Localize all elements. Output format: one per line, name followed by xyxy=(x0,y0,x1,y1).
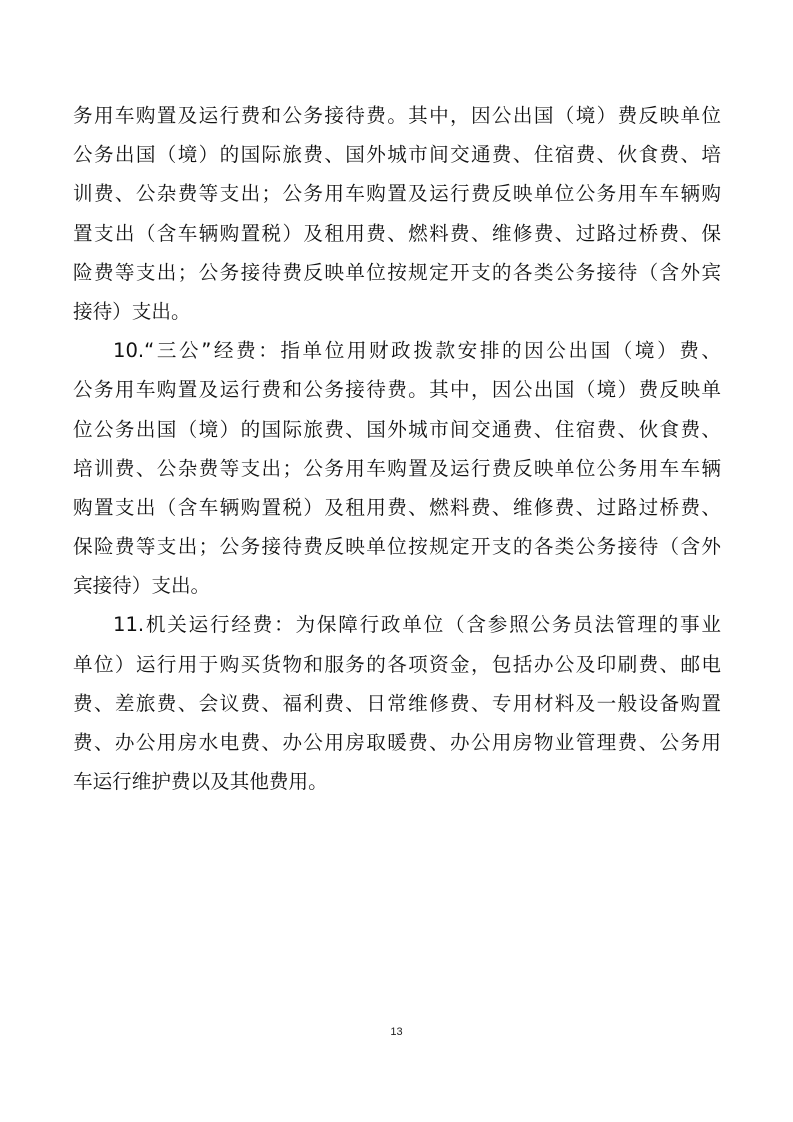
text-line: 购置支出（含车辆购置税）及租用费、燃料费、维修费、过路过桥费、 xyxy=(73,495,721,519)
text-line: 公务出国（境）的国际旅费、国外城市间交通费、住宿费、伙食费、培 xyxy=(73,143,721,167)
text-line: 车运行维护费以及其他费用。 xyxy=(73,770,328,794)
text-line: 单位）运行用于购买货物和服务的各项资金，包括办公及印刷费、邮电 xyxy=(73,652,721,676)
text-line: 位公务出国（境）的国际旅费、国外城市间交通费、住宿费、伙食费、 xyxy=(73,417,721,441)
paragraph-continuation xyxy=(73,96,721,331)
document-body xyxy=(73,96,721,801)
text-line: 10.“三公”经费：指单位用财政拨款安排的因公出国（境）费、 xyxy=(113,339,721,363)
page-number: 13 xyxy=(390,1026,403,1038)
text-line: 接待）支出。 xyxy=(73,299,191,323)
text-line: 险费等支出；公务接待费反映单位按规定开支的各类公务接待（含外宾 xyxy=(73,260,721,284)
paragraph-item-11 xyxy=(73,605,721,801)
text-line: 宾接待）支出。 xyxy=(73,574,211,598)
text-line: 训费、公杂费等支出；公务用车购置及运行费反映单位公务用车车辆购 xyxy=(73,182,721,206)
paragraph-item-10 xyxy=(73,331,721,605)
text-line: 置支出（含车辆购置税）及租用费、燃料费、维修费、过路过桥费、保 xyxy=(73,221,721,245)
text-line: 保险费等支出；公务接待费反映单位按规定开支的各类公务接待（含外 xyxy=(73,535,721,559)
text-line: 务用车购置及运行费和公务接待费。其中，因公出国（境）费反映单位 xyxy=(73,104,721,127)
text-line: 费、差旅费、会议费、福利费、日常维修费、专用材料及一般设备购置 xyxy=(73,691,721,715)
text-line: 公务用车购置及运行费和公务接待费。其中，因公出国（境）费反映单 xyxy=(73,378,721,402)
text-line: 培训费、公杂费等支出；公务用车购置及运行费反映单位公务用车车辆 xyxy=(73,456,721,480)
text-line: 11.机关运行经费：为保障行政单位（含参照公务员法管理的事业 xyxy=(113,613,721,637)
text-line: 费、办公用房水电费、办公用房取暖费、办公用房物业管理费、公务用 xyxy=(73,731,721,754)
